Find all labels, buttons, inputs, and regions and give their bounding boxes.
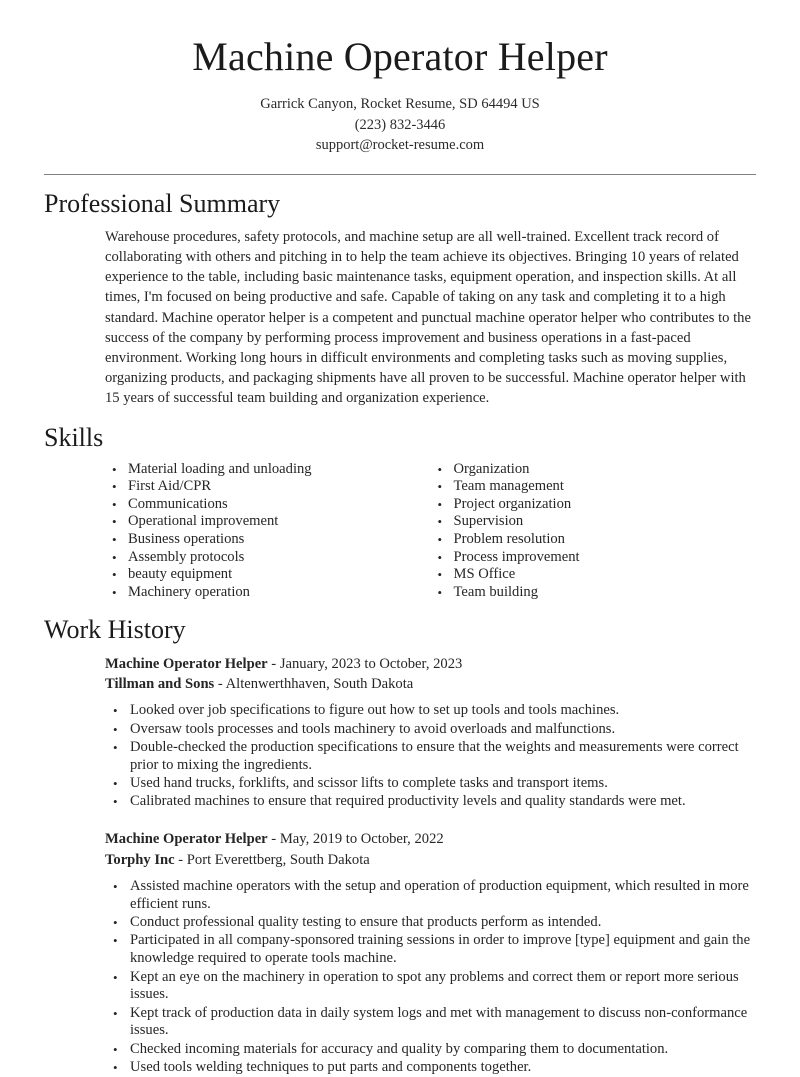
contact-email: support@rocket-resume.com [315,137,485,153]
list-item: • Business operations [105,531,431,549]
section-work-history [44,614,756,1076]
skills-column-right [431,461,757,602]
list-item: • Oversaw tools processes and tools machinery to avoid overloads and malfunctions. [105,721,756,739]
list-item: • Team building [431,584,757,602]
job-position: Machine Operator Helper [105,655,268,672]
job-bullet-list [105,878,756,1077]
job-company: Tillman and Sons [105,676,215,693]
list-item: • Organization [431,461,757,479]
list-item: • Calibrated machines to ensure that required productivity levels and quality standards were met. [105,793,756,811]
job-company-line [44,850,756,870]
list-item: • Assembly protocols [105,549,431,567]
job-separator: - [267,655,280,672]
skills-list-right [431,461,757,602]
list-item: • Looked over job specifications to figure out how to set up tools and tools machines. [105,702,756,720]
list-item: • Process improvement [431,549,757,567]
job-bullets [44,878,756,1077]
list-item: • Communications [105,496,431,514]
list-item: • Assisted machine operators with the setup and operation of production equipment, which resulted in more efficient runs. [105,878,756,914]
job-location: Altenwerthhaven, South Dakota [225,676,414,693]
section-title-summary: Professional Summary [44,188,281,218]
section-skills [44,422,756,602]
job-title-line [44,654,756,674]
list-item: • beauty equipment [105,566,431,584]
list-item: • Project organization [431,496,757,514]
section-title-work-history: Work History [44,615,186,645]
list-item: • Participated in all company-sponsored training sessions in order to improve [type] equipment and gain the knowledge required to operate tools machine. [105,932,756,968]
list-item: • MS Office [431,566,757,584]
resume-header [44,0,756,156]
list-item: • Operational improvement [105,513,431,531]
section-title-skills: Skills [44,422,104,452]
skills-column-left [105,461,431,602]
job-company-line [44,674,756,694]
list-item: • Conduct professional quality testing to ensure that products perform as intended. [105,914,756,932]
job-dates: May, 2019 to October, 2022 [279,831,444,848]
job-separator: - [214,676,226,693]
list-item: • Used tools welding techniques to put parts and components together. [105,1059,756,1077]
work-history-entry [44,654,756,812]
skills-list-left [105,461,431,602]
job-company: Torphy Inc [105,851,175,868]
list-item: • Team management [431,478,757,496]
summary-body [44,227,756,409]
header-divider [44,174,756,175]
list-item: • Machinery operation [105,584,431,602]
skills-columns [44,461,756,602]
job-dates: January, 2023 to October, 2023 [279,655,463,672]
list-item: • Problem resolution [431,531,757,549]
list-item: • Used hand trucks, forklifts, and scissor lifts to complete tasks and transport items. [105,775,756,793]
job-title-line [44,829,756,849]
contact-phone: (223) 832-3446 [354,116,446,133]
list-item: • Material loading and unloading [105,461,431,479]
job-location: Port Everettberg, South Dakota [186,851,370,868]
work-history-entry [44,829,756,1077]
job-separator: - [267,831,280,848]
summary-text: Warehouse procedures, safety protocols, and machine setup are all well-trained. Excellent track record of collaborating with others and pitching in to help the team achieve its objectives. Bringing 10 years of related experience to the table, including basic maintenance tasks, equipment operation, and inspection skills. At all times, I'm focused on being productive and safe. Capable of taking on any task and completing it to a high standard. Machine operator helper is a competent and punctual machine operator helper who contributes to the success of the company by performing process improvement and business operations in a fast-paced environment. Working long hours in difficult environments and completing tasks such as moving supplies, organizing products, and packaging shipments have all proven to be successful. Machine operator helper with 15 years of successful team building and organization experience. [105,228,751,407]
list-item: • Kept track of production data in daily system logs and met with management to discuss non-conformance issues. [105,1005,756,1041]
job-bullets [44,702,756,811]
work-history-list [44,654,756,1077]
section-professional-summary [44,188,756,409]
list-item: • Checked incoming materials for accuracy and quality by comparing them to documentation. [105,1041,756,1059]
contact-address: Garrick Canyon, Rocket Resume, SD 64494 US [260,96,540,112]
job-bullet-list [105,702,756,811]
list-item: • Supervision [431,513,757,531]
list-item: • Double-checked the production specifications to ensure that the weights and measurements were correct prior to mixing the ingredients. [105,739,756,775]
job-separator: - [174,851,187,868]
list-item: • Kept an eye on the machinery in operation to spot any problems and correct them or report more serious issues. [105,969,756,1005]
list-item: • First Aid/CPR [105,478,431,496]
page-title: Machine Operator Helper [192,34,608,79]
job-position: Machine Operator Helper [105,831,268,848]
